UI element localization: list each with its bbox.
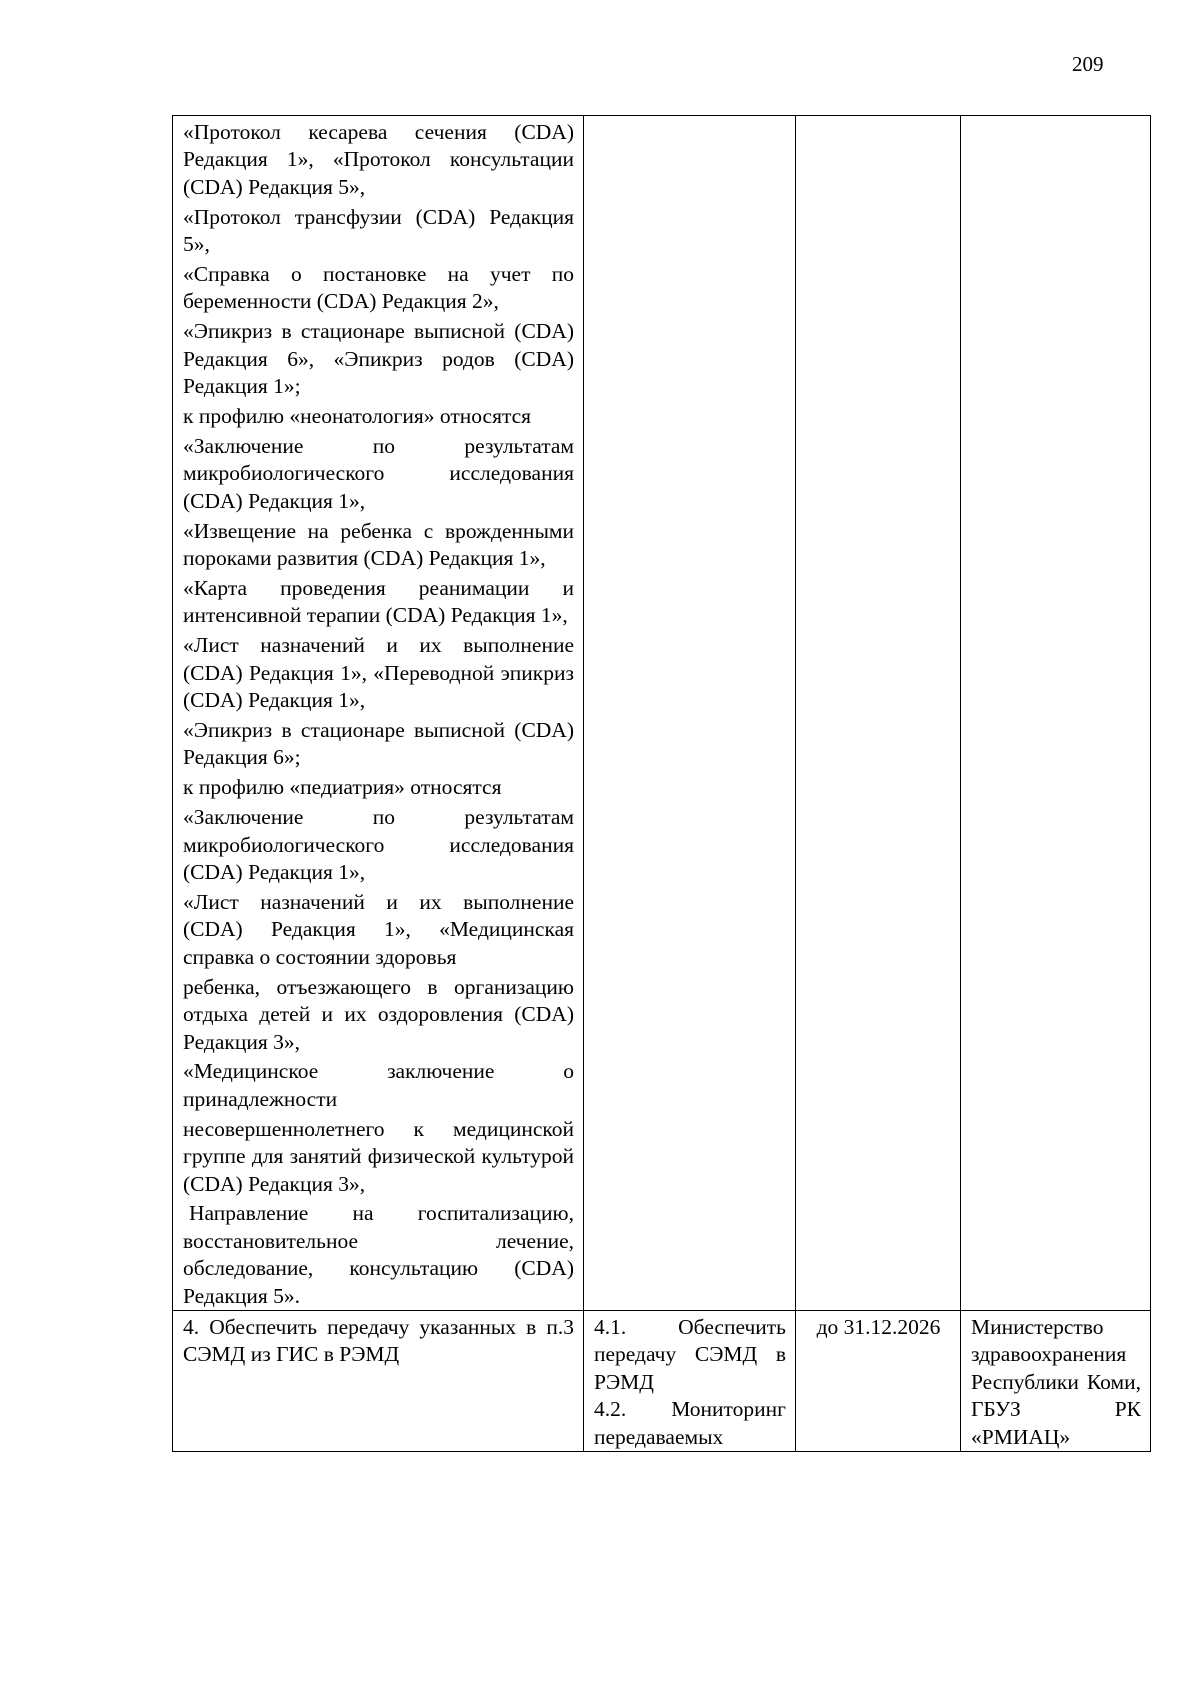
responsible-cell: Министерство здравоохранения Республики Коми, ГБУЗ РК «РМИАЦ» [961, 1311, 1151, 1452]
paragraph: ребенка, отъезжающего в организацию отдыха детей и их оздоровления (CDA) Редакция 3», [183, 974, 574, 1054]
row1-col3-cell [796, 116, 961, 1311]
table-row [173, 1311, 1151, 1452]
paragraph: Направление на госпитализацию, восстановительное лечение, обследование, консультацию (CDA) Редакция 5». [183, 1201, 574, 1308]
row1-col4-cell [961, 116, 1151, 1311]
paragraph: «Лист назначений и их выполнение (CDA) Редакция 1», «Переводной эпикриз (CDA) Редакция 1», [183, 633, 574, 713]
task-cell: 4. Обеспечить передачу указанных в п.3 СЭМД из ГИС в РЭМД [173, 1311, 584, 1452]
paragraph: к профилю «педиатрия» относятся [183, 775, 502, 800]
paragraph: «Лист назначений и их выполнение (CDA) Редакция 1», «Медицинская справка о состоянии здоровья [183, 889, 574, 969]
paragraph: несовершеннолетнего к медицинской группе для занятий физической культурой (CDA) Редакция 3», [183, 1116, 574, 1196]
paragraph: «Эпикриз в стационаре выписной (CDA) Редакция 6», «Эпикриз родов (CDA) Редакция 1»; [183, 319, 574, 399]
paragraph: «Заключение по результатам микробиологического исследования (CDA) Редакция 1», [183, 433, 574, 513]
activities-cell [584, 1311, 796, 1452]
paragraph: «Карта проведения реанимации и интенсивной терапии (CDA) Редакция 1», [183, 576, 574, 628]
deadline-cell: до 31.12.2026 [796, 1311, 961, 1452]
paragraph: «Заключение по результатам микробиологического исследования (CDA) Редакция 1», [183, 805, 574, 885]
paragraph: «Справка о постановке на учет по беременности (CDA) Редакция 2», [183, 262, 574, 314]
activity-item: 4.2. Мониторинг передаваемых [594, 1397, 786, 1449]
row1-col2-cell [584, 116, 796, 1311]
paragraph: «Протокол трансфузии (CDA) Редакция 5», [183, 204, 574, 257]
paragraph: «Эпикриз в стационаре выписной (CDA) Редакция 6»; [183, 718, 574, 770]
plan-table [172, 115, 1151, 1452]
paragraph: «Извещение на ребенка с врожденными пороками развития (CDA) Редакция 1», [183, 518, 574, 571]
paragraph: «Протокол кесарева сечения (CDA) Редакция 1», «Протокол консультации (CDA) Редакция 5», [183, 120, 574, 199]
paragraph: «Медицинское заключение о принадлежности [183, 1059, 574, 1111]
activity-item: 4.1. Обеспечить передачу СЭМД в РЭМД [594, 1315, 786, 1394]
page-number: 209 [1072, 52, 1104, 76]
table-row [173, 116, 1151, 1311]
row1-col1-cell [173, 116, 584, 1311]
paragraph: к профилю «неонатология» относятся [183, 404, 532, 429]
